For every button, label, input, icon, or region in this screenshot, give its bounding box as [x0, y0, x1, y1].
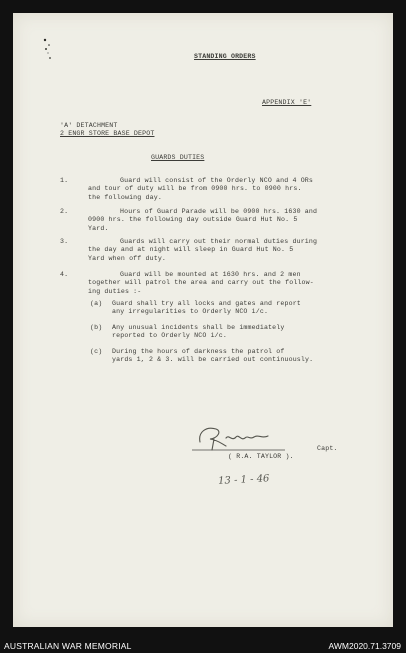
sub-item-label: (c) [90, 348, 103, 355]
sub-item-line: Guard shall try all locks and gates and report [112, 300, 301, 307]
reference-number: AWM2020.71.3709 [328, 641, 401, 651]
document-title: STANDING ORDERS [194, 53, 256, 60]
paragraph-number: 4. [60, 271, 69, 278]
paragraph-number: 1. [60, 177, 69, 184]
sub-item-label: (b) [90, 324, 103, 331]
appendix-label: APPENDIX 'E' [262, 99, 312, 106]
handwritten-date-text: 13 - 1 - 46 [217, 473, 270, 487]
paragraph-1 [88, 177, 313, 202]
sub-item-a [112, 300, 301, 317]
section-heading: GUARDS DUTIES [151, 154, 205, 161]
paragraph-line: Yard when off duty. [88, 254, 167, 262]
archive-footer [0, 638, 406, 653]
sub-item-c [112, 348, 313, 365]
paragraph-line: Guard will be mounted at 1630 hrs. and 2 men [120, 271, 301, 278]
sub-item-line: any irregularities to Orderly NCO i/c. [112, 308, 269, 316]
paragraph-3 [88, 238, 317, 263]
unit-line-1: 'A' DETACHMENT [60, 122, 118, 129]
sub-item-line: During the hours of darkness the patrol of [112, 348, 285, 355]
paragraph-4 [88, 271, 314, 296]
paragraph-line: ing duties :- [88, 287, 142, 295]
institution-name: AUSTRALIAN WAR MEMORIAL [4, 641, 132, 651]
sub-item-line: reported to Orderly NCO i/c. [112, 332, 227, 340]
sub-item-line: yards 1, 2 & 3. will be carried out continuously. [112, 356, 314, 364]
sub-item-label: (a) [90, 300, 103, 307]
unit-line-2: 2 ENGR STORE BASE DEPOT [60, 130, 155, 137]
paragraph-line: Guard will consist of the Orderly NCO and 4 ORs [120, 177, 314, 184]
paragraph-line: Guards will carry out their normal duties during [120, 238, 318, 245]
handwritten-date [215, 467, 310, 489]
paragraph-line: the following day. [88, 193, 162, 201]
paragraph-2 [88, 208, 317, 233]
paragraph-number: 2. [60, 208, 69, 215]
paragraph-line: and tour of duty will be from 0900 hrs. to 0900 hrs. [88, 185, 302, 193]
sub-item-line: Any unusual incidents shall be immediately [112, 324, 285, 331]
handwritten-signature [192, 420, 287, 454]
paragraph-line: Hours of Guard Parade will be 0900 hrs. 1630 and [120, 208, 318, 215]
document-page [13, 13, 393, 627]
signature-rank: Capt. [317, 445, 338, 452]
paragraph-line: the day and at night will sleep in Guard Hut No. 5 [88, 246, 294, 254]
paragraph-line: Yard. [88, 224, 109, 232]
paragraph-number: 3. [60, 238, 69, 245]
paper-specks-mark [40, 36, 60, 66]
signature-name: ( R.A. TAYLOR ). [228, 453, 294, 460]
sub-item-b [112, 324, 285, 341]
paragraph-line: 0900 hrs. the following day outside Guard Hut No. 5 [88, 216, 298, 224]
paragraph-line: together will patrol the area and carry out the follow- [88, 279, 314, 287]
